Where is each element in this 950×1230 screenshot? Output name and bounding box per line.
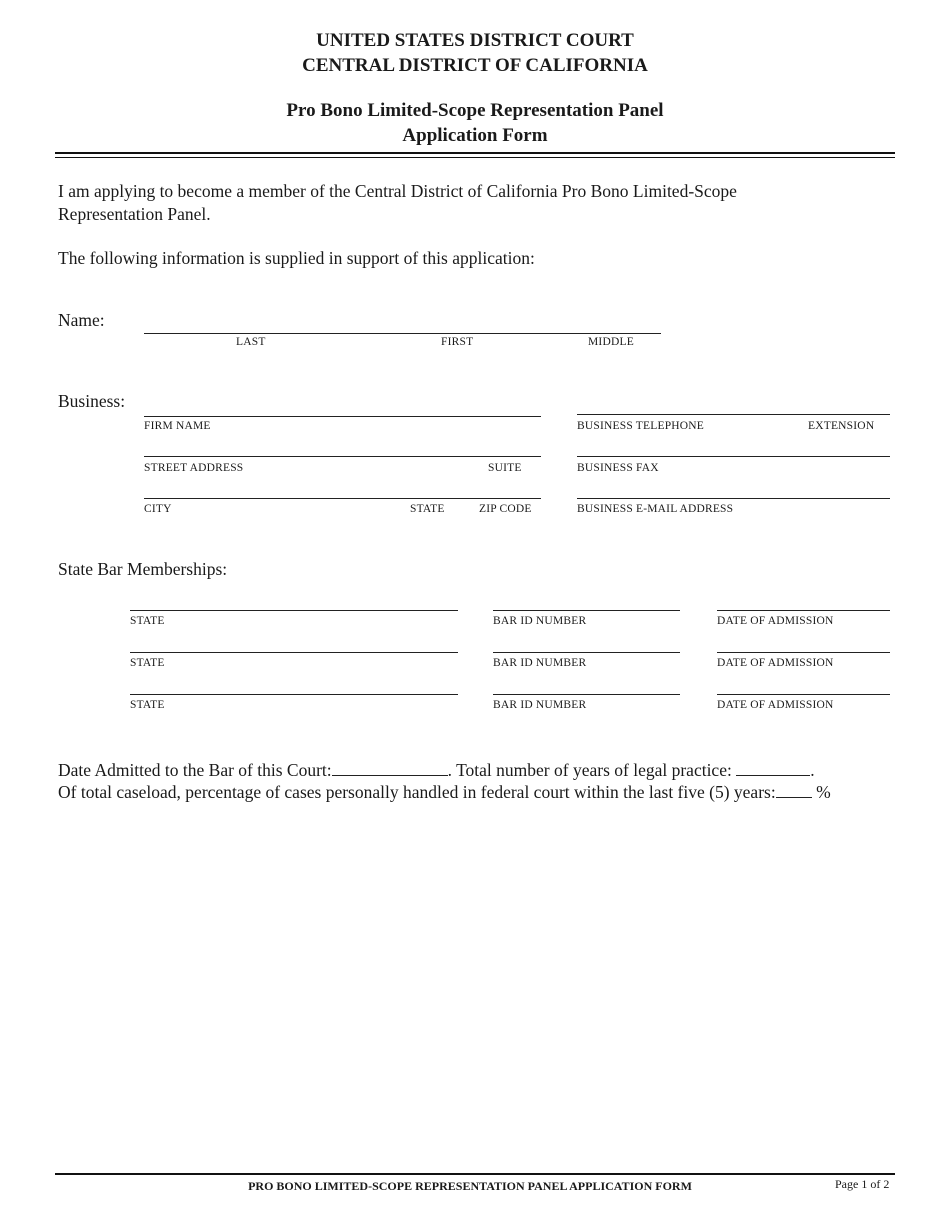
city-state-zip-input-line[interactable] [144, 498, 541, 499]
street-address-caption: STREET ADDRESS [144, 462, 244, 474]
footer-rule [55, 1173, 895, 1175]
business-telephone-caption: BUSINESS TELEPHONE [577, 420, 705, 432]
court-name-line2: CENTRAL DISTRICT OF CALIFORNIA [302, 55, 648, 76]
business-fax-caption: BUSINESS FAX [577, 462, 659, 474]
bar-state-caption: STATE [130, 615, 165, 627]
practice-line1 [58, 759, 815, 782]
name-input-line[interactable] [144, 333, 661, 334]
firm-name-input-line[interactable] [144, 416, 541, 417]
percent-sign: % [816, 782, 831, 802]
admission-date-input-line[interactable] [717, 652, 890, 653]
years-practice-label: . Total number of years of legal practice: [447, 760, 732, 780]
name-label: Name: [58, 310, 105, 330]
city-caption: CITY [144, 503, 172, 515]
caseload-percentage-blank[interactable] [776, 781, 812, 798]
admission-date-caption: DATE OF ADMISSION [717, 615, 834, 627]
years-practice-period: . [810, 760, 815, 780]
bar-id-input-line[interactable] [493, 652, 680, 653]
admission-date-caption: DATE OF ADMISSION [717, 657, 834, 669]
court-name-line1: UNITED STATES DISTRICT COURT [316, 30, 634, 51]
name-first-caption: FIRST [441, 336, 474, 348]
firm-name-caption: FIRM NAME [144, 420, 211, 432]
state-caption: STATE [410, 503, 445, 515]
support-statement: The following information is supplied in support of this application: [58, 248, 535, 268]
bar-state-caption: STATE [130, 657, 165, 669]
admission-date-caption: DATE OF ADMISSION [717, 699, 834, 711]
date-admitted-label: Date Admitted to the Bar of this Court: [58, 760, 332, 780]
bar-state-input-line[interactable] [130, 694, 458, 695]
business-email-input-line[interactable] [577, 498, 890, 499]
suite-caption: SUITE [488, 462, 522, 474]
footer-page-number: Page 1 of 2 [835, 1177, 890, 1191]
business-telephone-input-line[interactable] [577, 414, 890, 415]
header-double-rule [55, 152, 895, 158]
state-bar-memberships-label: State Bar Memberships: [58, 559, 228, 579]
business-email-caption: BUSINESS E-MAIL ADDRESS [577, 503, 734, 515]
admission-date-input-line[interactable] [717, 610, 890, 611]
bar-id-caption: BAR ID NUMBER [493, 615, 587, 627]
admission-date-input-line[interactable] [717, 694, 890, 695]
form-title-line1: Pro Bono Limited-Scope Representation Panel [286, 100, 664, 121]
bar-id-caption: BAR ID NUMBER [493, 699, 587, 711]
bar-id-caption: BAR ID NUMBER [493, 657, 587, 669]
business-label: Business: [58, 391, 126, 411]
caseload-label: Of total caseload, percentage of cases personally handled in federal court within the last five (5) years: [58, 782, 776, 802]
zip-code-caption: ZIP CODE [479, 503, 532, 515]
footer-form-title: PRO BONO LIMITED-SCOPE REPRESENTATION PANEL APPLICATION FORM [248, 1179, 692, 1193]
bar-id-input-line[interactable] [493, 610, 680, 611]
business-fax-input-line[interactable] [577, 456, 890, 457]
bar-state-input-line[interactable] [130, 610, 458, 611]
date-admitted-blank[interactable] [332, 759, 448, 776]
bar-state-caption: STATE [130, 699, 165, 711]
bar-state-input-line[interactable] [130, 652, 458, 653]
form-title-line2: Application Form [402, 125, 548, 146]
bar-id-input-line[interactable] [493, 694, 680, 695]
street-address-input-line[interactable] [144, 456, 541, 457]
application-statement-line2: Representation Panel. [58, 204, 211, 224]
application-statement-line1: I am applying to become a member of the Central District of California Pro Bono Limited-Scope [58, 181, 737, 201]
name-last-caption: LAST [236, 336, 266, 348]
extension-caption: EXTENSION [808, 420, 875, 432]
practice-line2 [58, 781, 831, 804]
years-practice-blank[interactable] [736, 759, 810, 776]
name-middle-caption: MIDDLE [588, 336, 634, 348]
